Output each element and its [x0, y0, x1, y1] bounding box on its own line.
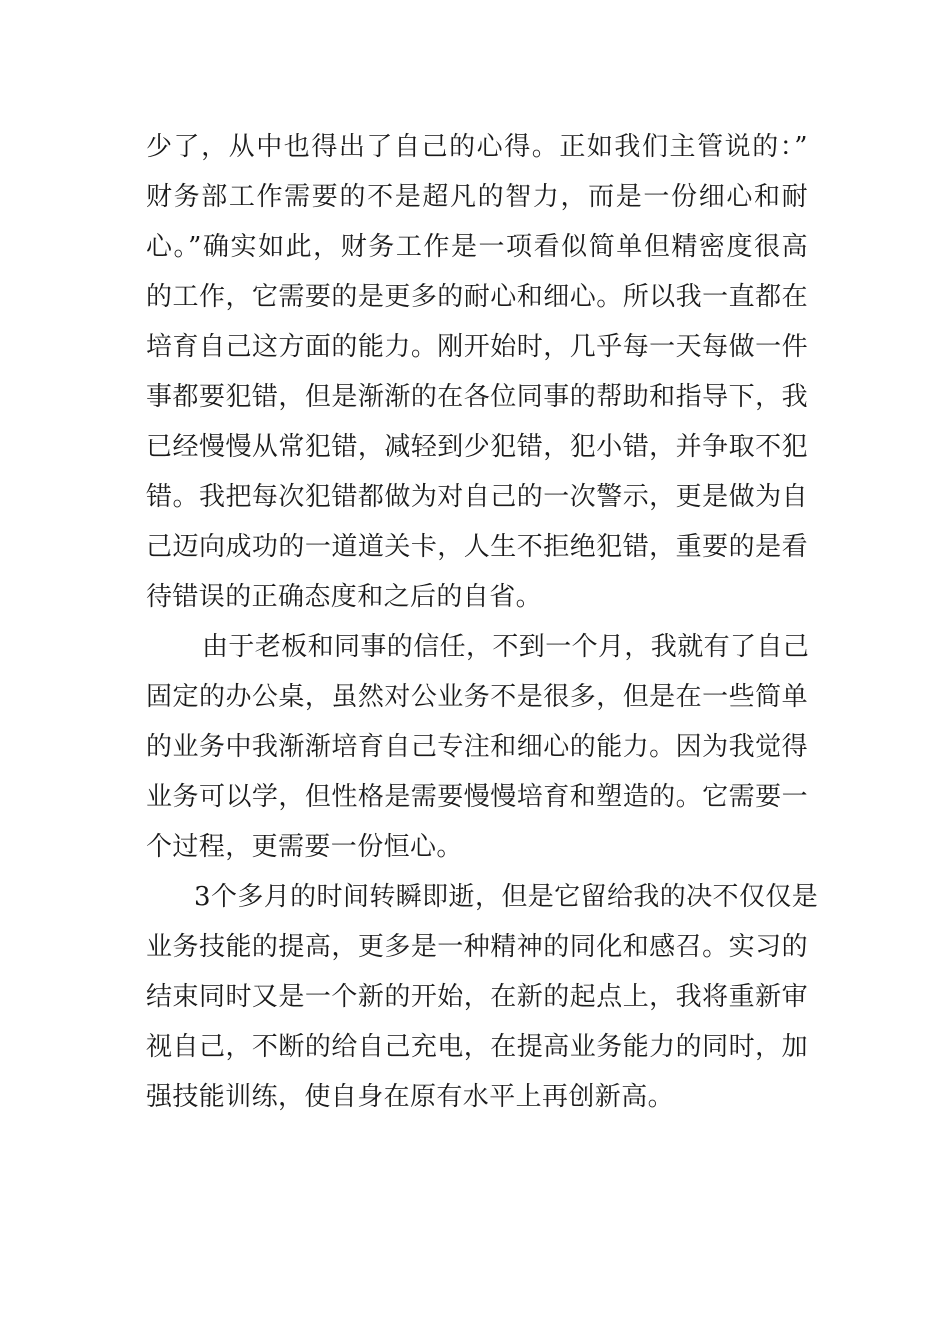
paragraph-first-line: 3个多月的时间转瞬即逝，但是它留给我的决不仅仅是: [194, 882, 819, 912]
text-line: 的业务中我渐渐培育自己专注和细心的能力。因为我觉得: [146, 732, 808, 762]
text-line: 业务可以学，但性格是需要慢慢培育和塑造的。它需要一: [146, 782, 808, 812]
text-line: 固定的办公桌，虽然对公业务不是很多，但是在一些简单: [146, 682, 808, 712]
document-body: [146, 122, 819, 1122]
text-line: 强技能训练，使自身在原有水平上再创新高。: [146, 1082, 675, 1112]
text-line: 心。”确实如此，财务工作是一项看似简单但精密度很高: [146, 232, 808, 262]
text-line: 已经慢慢从常犯错，减轻到少犯错，犯小错，并争取不犯: [146, 432, 808, 462]
text-line: 培育自己这方面的能力。刚开始时，几乎每一天每做一件: [146, 332, 808, 362]
text-line: 错。我把每次犯错都做为对自己的一次警示，更是做为自: [146, 482, 808, 512]
text-line: 视自己，不断的给自己充电，在提高业务能力的同时，加: [146, 1032, 808, 1062]
paragraph-first-line: 由于老板和同事的信任，不到一个月，我就有了自己: [202, 632, 810, 662]
text-line: 少了，从中也得出了自己的心得。正如我们主管说的：”: [146, 132, 808, 162]
text-line: 个过程，更需要一份恒心。: [146, 832, 463, 862]
text-line: 结束同时又是一个新的开始，在新的起点上，我将重新审: [146, 982, 808, 1012]
text-line: 财务部工作需要的不是超凡的智力，而是一份细心和耐: [146, 182, 808, 212]
text-line: 己迈向成功的一道道关卡，人生不拒绝犯错，重要的是看: [146, 532, 808, 562]
text-line: 业务技能的提高，更多是一种精神的同化和感召。实习的: [146, 932, 808, 962]
text-line: 待错误的正确态度和之后的自省。: [146, 582, 543, 612]
text-line: 事都要犯错，但是渐渐的在各位同事的帮助和指导下，我: [146, 382, 808, 412]
text-line: 的工作，它需要的是更多的耐心和细心。所以我一直都在: [146, 282, 808, 312]
